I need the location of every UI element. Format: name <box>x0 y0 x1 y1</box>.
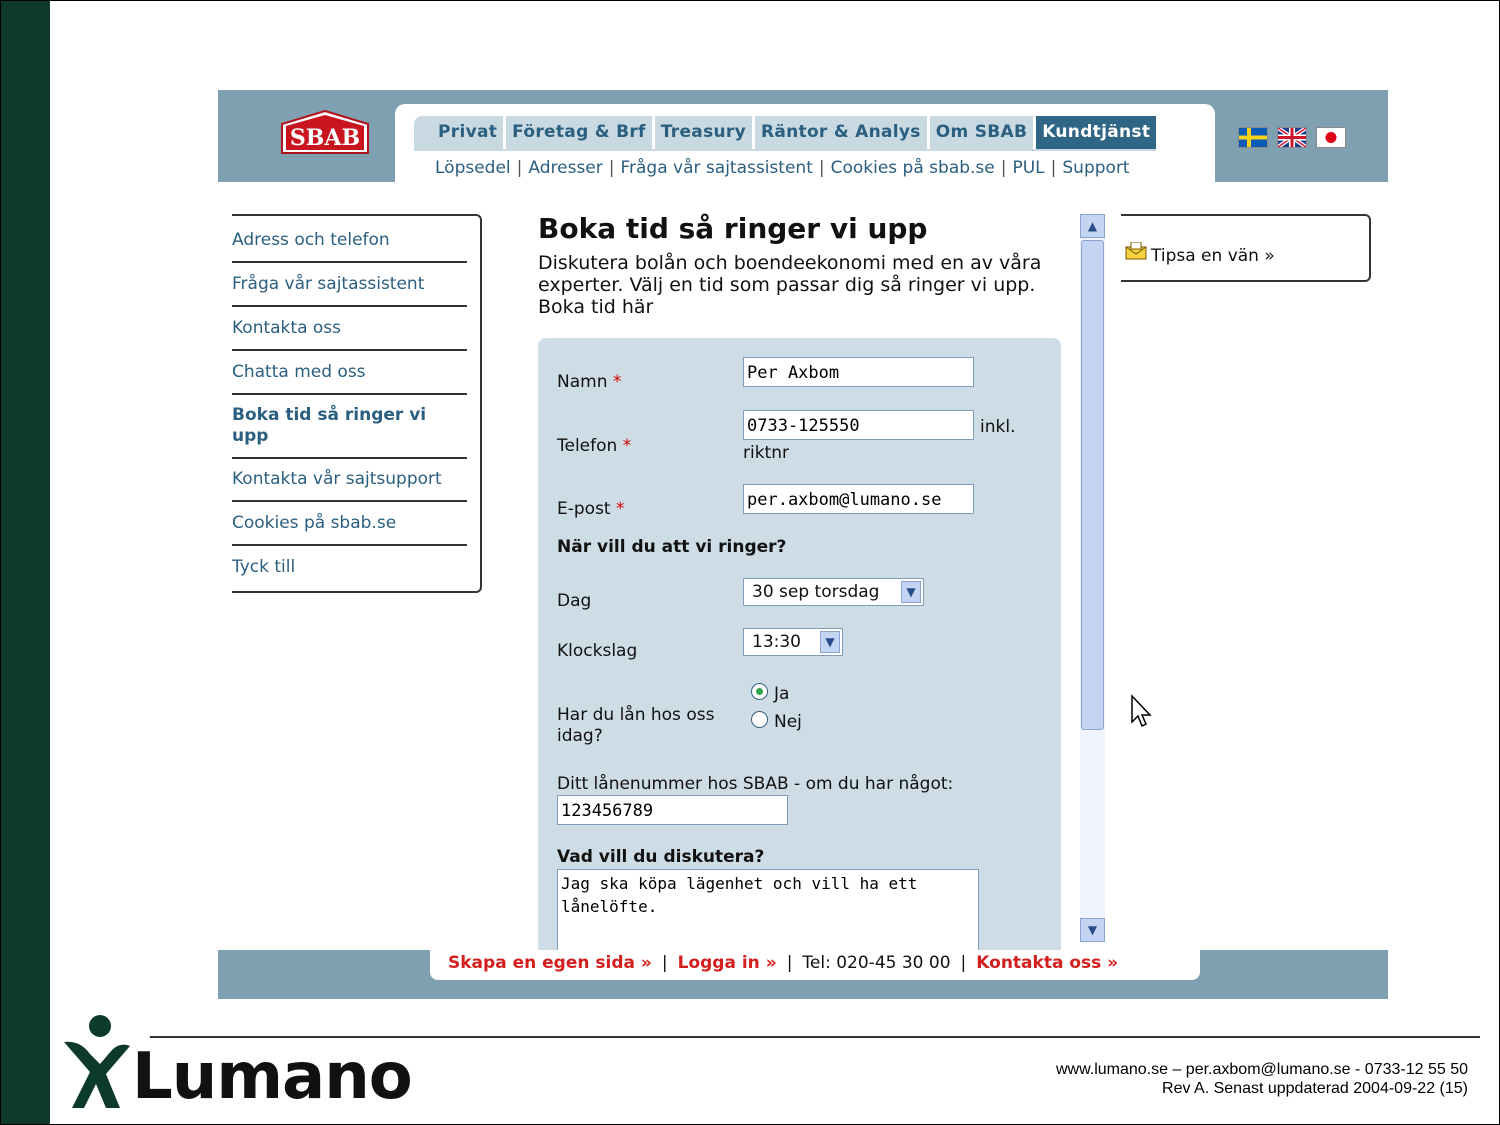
sublink-adresser[interactable]: Adresser <box>528 158 603 178</box>
tab-treasury[interactable]: Treasury <box>655 116 752 149</box>
sbab-logo[interactable] <box>280 110 370 154</box>
required-marker: * <box>622 436 632 456</box>
required-marker: * <box>612 372 622 392</box>
phone-hint: inkl. <box>980 417 1016 437</box>
chevron-down-icon[interactable]: ▼ <box>901 581 921 603</box>
day-select-value: 30 sep torsdag <box>752 582 880 602</box>
separator: | <box>661 953 668 973</box>
sidebar-divider <box>232 393 467 395</box>
day-select[interactable] <box>743 578 924 606</box>
tab-privat[interactable]: Privat <box>414 116 503 149</box>
sidebar-divider <box>232 305 467 307</box>
sidebar-divider <box>232 457 467 459</box>
sidebar-item-chatta[interactable]: Chatta med oss <box>232 362 366 382</box>
separator: | <box>960 953 967 973</box>
chevron-down-icon[interactable]: ▼ <box>820 631 840 653</box>
sidebar-divider <box>232 261 467 263</box>
tab-om-sbab[interactable]: Om SBAB <box>930 116 1034 149</box>
mouse-cursor-icon <box>1130 694 1154 730</box>
sidebar-divider <box>232 500 467 502</box>
slide-contact-info <box>1056 1060 1468 1098</box>
uk-flag-icon[interactable] <box>1277 127 1307 148</box>
lumano-logo-text: Lumano <box>132 1040 412 1114</box>
email-input[interactable]: per.axbom@lumano.se <box>743 484 974 514</box>
loan-yes-radio[interactable] <box>751 683 768 700</box>
loan-yes-label: Ja <box>774 684 790 704</box>
time-select-value: 13:30 <box>752 632 801 652</box>
separator: | <box>516 158 523 178</box>
sbab-logo-text: SBAB <box>289 125 361 151</box>
lumano-person-icon <box>60 1012 132 1112</box>
loan-no-label: Nej <box>774 712 802 732</box>
sub-navigation <box>435 158 1130 178</box>
language-flags <box>1238 127 1346 148</box>
sidebar-item-sajtsupport[interactable]: Kontakta vår sajtsupport <box>232 469 442 489</box>
revision-line: Rev A. Senast uppdaterad 2004-09-22 (15) <box>1162 1080 1468 1097</box>
time-label: Klockslag <box>557 641 638 661</box>
booking-form <box>538 338 1061 999</box>
page-scrollbar[interactable] <box>1080 214 1105 942</box>
sidebar-item-kontakta-oss[interactable]: Kontakta oss <box>232 318 342 338</box>
tab-rantor-analys[interactable]: Räntor & Analys <box>755 116 927 149</box>
tip-friend-box <box>1121 214 1371 282</box>
sidebar-divider <box>232 544 467 546</box>
envelope-icon <box>1125 242 1147 260</box>
when-heading: När vill du att vi ringer? <box>557 537 787 557</box>
separator: | <box>1000 158 1007 178</box>
name-input[interactable]: Per Axbom <box>743 357 974 387</box>
email-label: E-post * <box>557 499 625 519</box>
japanese-flag-icon[interactable] <box>1316 127 1346 148</box>
sublink-support[interactable]: Support <box>1062 158 1130 178</box>
separator: | <box>608 158 615 178</box>
phone-input[interactable]: 0733-125550 <box>743 410 974 440</box>
chevron-down-icon[interactable]: ▼ <box>1080 918 1105 942</box>
contact-line: www.lumano.se – per.axbom@lumano.se - 0733-12 55 50 <box>1055 1061 1468 1078</box>
name-label: Namn * <box>557 372 622 392</box>
required-marker: * <box>616 499 625 519</box>
loan-question: Har du lån hos oss idag? <box>557 705 715 746</box>
loan-number-label: Ditt lånenummer hos SBAB - om du har något: <box>557 774 954 794</box>
loan-number-input[interactable]: 123456789 <box>557 795 788 825</box>
sublink-fraga-sajtassistent[interactable]: Fråga vår sajtassistent <box>620 158 813 178</box>
sublink-lopsedel[interactable]: Löpsedel <box>435 158 511 178</box>
separator: | <box>1050 158 1057 178</box>
separator: | <box>786 953 793 973</box>
footer-phone: Tel: 020-45 30 00 <box>802 953 951 973</box>
discuss-textarea[interactable]: Jag ska köpa lägenhet och vill ha ett lånelöfte. <box>557 869 979 989</box>
slide-left-bar <box>0 0 50 1125</box>
sidebar <box>232 214 482 593</box>
time-select[interactable] <box>743 628 843 656</box>
contact-link[interactable]: Kontakta oss » <box>976 953 1119 973</box>
day-label: Dag <box>557 591 592 611</box>
sublink-cookies[interactable]: Cookies på sbab.se <box>830 158 995 178</box>
login-link[interactable]: Logga in » <box>677 953 777 973</box>
loan-no-radio[interactable] <box>751 711 768 728</box>
separator: | <box>818 158 825 178</box>
create-page-link[interactable]: Skapa en egen sida » <box>448 953 652 973</box>
swedish-flag-icon[interactable] <box>1238 127 1268 148</box>
discuss-label: Vad vill du diskutera? <box>557 847 765 867</box>
sidebar-item-boka-tid[interactable]: Boka tid så ringer vi upp <box>232 405 427 446</box>
page-intro: Diskutera bolån och boendeekonomi med en av våra experter. Välj en tid som passar dig så ringer vi upp. Boka tid här <box>538 252 1042 318</box>
main-tabs <box>414 116 1156 151</box>
tab-kundtjanst[interactable]: Kundtjänst <box>1036 116 1156 149</box>
sidebar-item-adress-telefon[interactable]: Adress och telefon <box>232 230 390 250</box>
sidebar-item-tyck-till[interactable]: Tyck till <box>232 557 296 577</box>
tab-foretag-brf[interactable]: Företag & Brf <box>506 116 652 149</box>
phone-label: Telefon * <box>557 436 632 456</box>
footer-links <box>448 950 1118 976</box>
chevron-up-icon[interactable]: ▲ <box>1080 214 1105 238</box>
sidebar-item-cookies[interactable]: Cookies på sbab.se <box>232 513 397 533</box>
scrollbar-thumb[interactable] <box>1081 240 1104 730</box>
sublink-pul[interactable]: PUL <box>1012 158 1045 178</box>
sidebar-item-fraga-sajtassistent[interactable]: Fråga vår sajtassistent <box>232 274 425 294</box>
tip-friend-link[interactable]: Tipsa en vän » <box>1151 246 1275 266</box>
slide-rule <box>150 1036 1480 1038</box>
phone-hint-2: riktnr <box>743 443 789 463</box>
browser-screenshot <box>218 90 1388 999</box>
page-title: Boka tid så ringer vi upp <box>538 212 928 245</box>
sidebar-divider <box>232 349 467 351</box>
